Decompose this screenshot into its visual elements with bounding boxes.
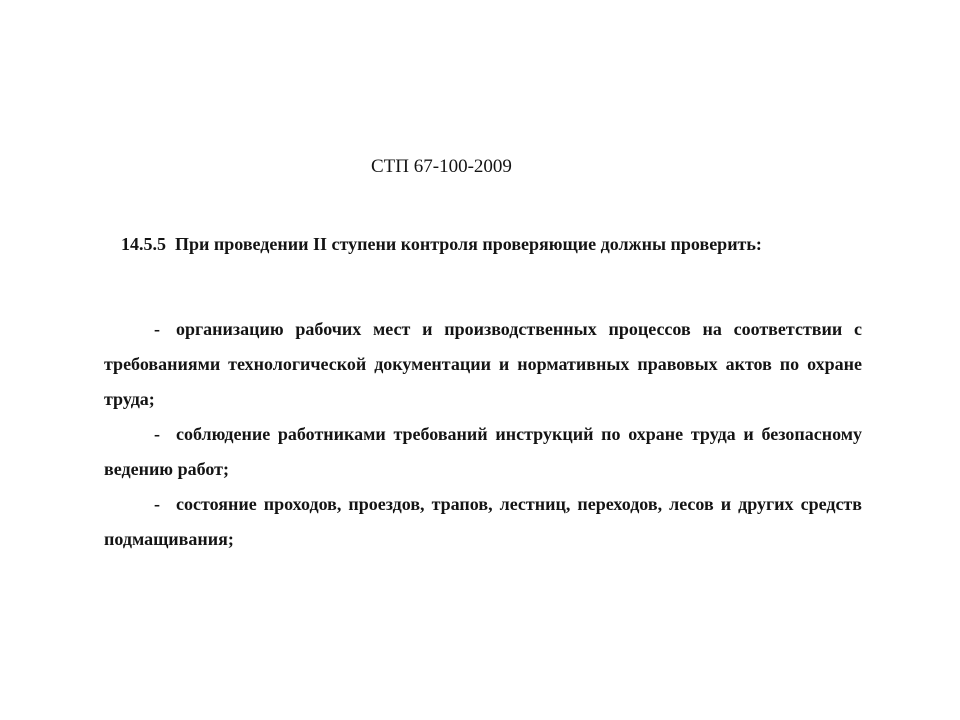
document-code: СТП 67-100-2009 [371,156,512,177]
list-item [104,487,862,557]
requirements-list [104,312,862,557]
list-item-marker: - [154,424,160,444]
clause-roman-numeral: II [313,234,328,254]
list-item [104,417,862,487]
clause-text-after: ступени контроля проверяющие должны проверить: [331,234,762,254]
list-item-marker: - [154,319,160,339]
list-item-text: состояние проходов, проездов, трапов, лестниц, переходов, лесов и других средств подмащивания; [104,494,862,549]
clause-text-before: При проведении [175,234,309,254]
list-item-text: соблюдение работниками требований инструкций по охране труда и безопасному ведению работ; [104,424,862,479]
list-item [104,312,862,417]
clause-number: 14.5.5 [121,234,166,254]
clause-heading [121,232,762,256]
list-item-text: организацию рабочих мест и производственных процессов на соответствии с требованиями технологической документации и нормативных правовых актов по охране труда; [104,319,862,409]
list-item-marker: - [154,494,160,514]
